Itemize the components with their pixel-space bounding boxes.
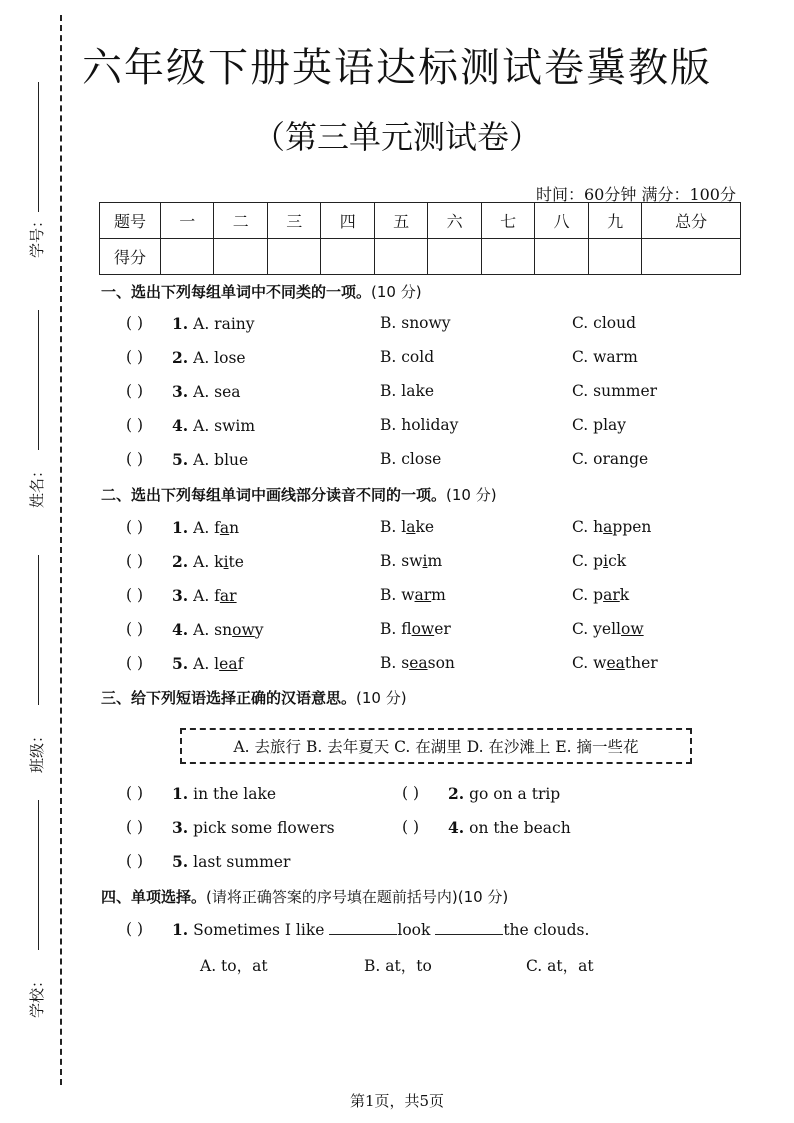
answer-paren[interactable]: ( ) (126, 416, 144, 434)
option-c: C. cloud (572, 314, 637, 332)
option-c: C. play (572, 416, 627, 434)
option-b: B. season (380, 654, 455, 672)
phrase: 3. pick some flowers (172, 818, 335, 837)
option-a: 1. A. fan (172, 518, 240, 537)
score-cell[interactable] (321, 239, 374, 275)
option-a: A. to，at (200, 957, 268, 975)
s2-question (126, 586, 746, 608)
section3-title: 三、给下列短语选择正确的汉语意思。 (101, 689, 357, 707)
score-header-cell: 八 (535, 203, 588, 239)
student-id-label: 学号： (28, 212, 47, 259)
section1-heading (101, 281, 422, 302)
option-b: B. snowy (380, 314, 451, 332)
phrase: 5. last summer (172, 852, 291, 871)
question-text: 1. Sometimes I like look the clouds. (172, 920, 590, 939)
score-header-cell: 六 (428, 203, 481, 239)
section4-heading (101, 886, 508, 907)
option-b: B. swim (380, 552, 443, 570)
option-c: C. at，at (526, 957, 594, 975)
phrase: 2. go on a trip (448, 784, 561, 803)
section2-heading (101, 484, 497, 505)
option-a: 2. A. lose (172, 348, 246, 367)
option-b: B. flower (380, 620, 451, 638)
section3-heading (101, 687, 407, 708)
option-c: C. park (572, 586, 630, 604)
option-a: 1. A. rainy (172, 314, 255, 333)
option-a: 5. A. leaf (172, 654, 244, 673)
s1-question (126, 382, 746, 404)
score-header-cell: 二 (214, 203, 267, 239)
option-b: B. holiday (380, 416, 459, 434)
page-title: 六年级下册英语达标测试卷冀教版 (82, 45, 712, 91)
options-box: A. 去旅行 B. 去年夏天 C. 在湖里 D. 在沙滩上 E. 摘一些花 (180, 728, 692, 764)
answer-paren[interactable]: ( ) (126, 450, 144, 468)
option-b: B. lake (380, 382, 435, 400)
section1-title: 一、选出下列每组单词中不同类的一项。 (101, 283, 372, 301)
s2-question (126, 620, 746, 642)
option-a: 2. A. kite (172, 552, 244, 571)
answer-paren[interactable]: ( ) (126, 784, 144, 802)
option-a: 3. A. far (172, 586, 237, 605)
page-footer: 第1页，共5页 (349, 1092, 445, 1110)
score-header-cell: 七 (481, 203, 534, 239)
s1-question (126, 416, 746, 438)
s2-question (126, 518, 746, 540)
answer-paren[interactable]: ( ) (126, 518, 144, 536)
answer-paren[interactable]: ( ) (126, 314, 144, 332)
option-b: B. close (380, 450, 442, 468)
answer-paren[interactable]: ( ) (126, 818, 144, 836)
binding-dashed-line (60, 15, 62, 1085)
score-header-cell: 题号 (100, 203, 161, 239)
time-info: 时间：60分钟 满分：100分 (536, 185, 736, 204)
section2-title: 二、选出下列每组单词中画线部分读音不同的一项。 (101, 486, 447, 504)
class-label: 班级： (28, 727, 47, 774)
score-header-row (100, 203, 741, 239)
answer-paren[interactable]: ( ) (126, 348, 144, 366)
section4-note: (请将正确答案的序号填在题前括号内)(10 分) (206, 888, 509, 906)
section2-points: (10 分) (446, 486, 497, 504)
page-subtitle: （第三单元测试卷） (252, 118, 541, 156)
answer-paren[interactable]: ( ) (126, 382, 144, 400)
option-b: B. lake (380, 518, 435, 536)
name-label: 姓名： (28, 462, 47, 509)
s1-question (126, 348, 746, 370)
answer-paren[interactable]: ( ) (402, 818, 420, 836)
option-c: C. warm (572, 348, 638, 366)
s4-options (126, 954, 746, 976)
score-cell[interactable] (588, 239, 641, 275)
score-header-cell: 三 (267, 203, 320, 239)
score-header-cell: 总分 (642, 203, 741, 239)
option-a: 4. A. swim (172, 416, 256, 435)
s1-question (126, 450, 746, 472)
score-cell[interactable] (161, 239, 214, 275)
s3-question-row (126, 852, 746, 874)
answer-paren[interactable]: ( ) (126, 654, 144, 672)
score-cell[interactable] (214, 239, 267, 275)
option-c: C. pick (572, 552, 627, 570)
score-header-cell: 一 (161, 203, 214, 239)
option-a: 3. A. sea (172, 382, 241, 401)
score-header-cell: 五 (374, 203, 427, 239)
option-b: B. at，to (364, 957, 432, 975)
score-cell[interactable] (642, 239, 741, 275)
answer-paren[interactable]: ( ) (126, 552, 144, 570)
option-b: B. warm (380, 586, 446, 604)
score-input-row (100, 239, 741, 275)
school-rule (38, 800, 39, 950)
phrase: 4. on the beach (448, 818, 571, 837)
s1-question (126, 314, 746, 336)
option-c: C. weather (572, 654, 658, 672)
option-b: B. cold (380, 348, 435, 366)
class-rule (38, 555, 39, 705)
s3-question-row (126, 818, 746, 840)
score-cell[interactable] (428, 239, 481, 275)
score-header-cell: 四 (321, 203, 374, 239)
s2-question (126, 654, 746, 676)
phrase: 1. in the lake (172, 784, 277, 803)
score-cell[interactable] (267, 239, 320, 275)
option-a: 4. A. snowy (172, 620, 264, 639)
answer-paren[interactable]: ( ) (126, 852, 144, 870)
option-c: C. yellow (572, 620, 644, 638)
section3-points: (10 分) (356, 689, 407, 707)
answer-paren[interactable]: ( ) (126, 920, 144, 938)
school-label: 学校： (28, 972, 47, 1019)
score-cell[interactable] (535, 239, 588, 275)
answer-paren[interactable]: ( ) (402, 784, 420, 802)
fill-blank[interactable] (329, 920, 397, 935)
s2-question (126, 552, 746, 574)
section4-title: 四、单项选择。 (101, 888, 207, 906)
score-table (99, 202, 741, 275)
option-c: C. orange (572, 450, 649, 468)
answer-paren[interactable]: ( ) (126, 620, 144, 638)
score-cell[interactable] (374, 239, 427, 275)
option-c: C. happen (572, 518, 652, 536)
option-a: 5. A. blue (172, 450, 249, 469)
name-rule (38, 310, 39, 450)
score-cell[interactable] (481, 239, 534, 275)
option-c: C. summer (572, 382, 658, 400)
score-row-label: 得分 (100, 239, 161, 275)
answer-paren[interactable]: ( ) (126, 586, 144, 604)
score-header-cell: 九 (588, 203, 641, 239)
s3-question-row (126, 784, 746, 806)
s4-question (126, 920, 746, 942)
fill-blank[interactable] (435, 920, 503, 935)
section1-points: (10 分) (371, 283, 422, 301)
